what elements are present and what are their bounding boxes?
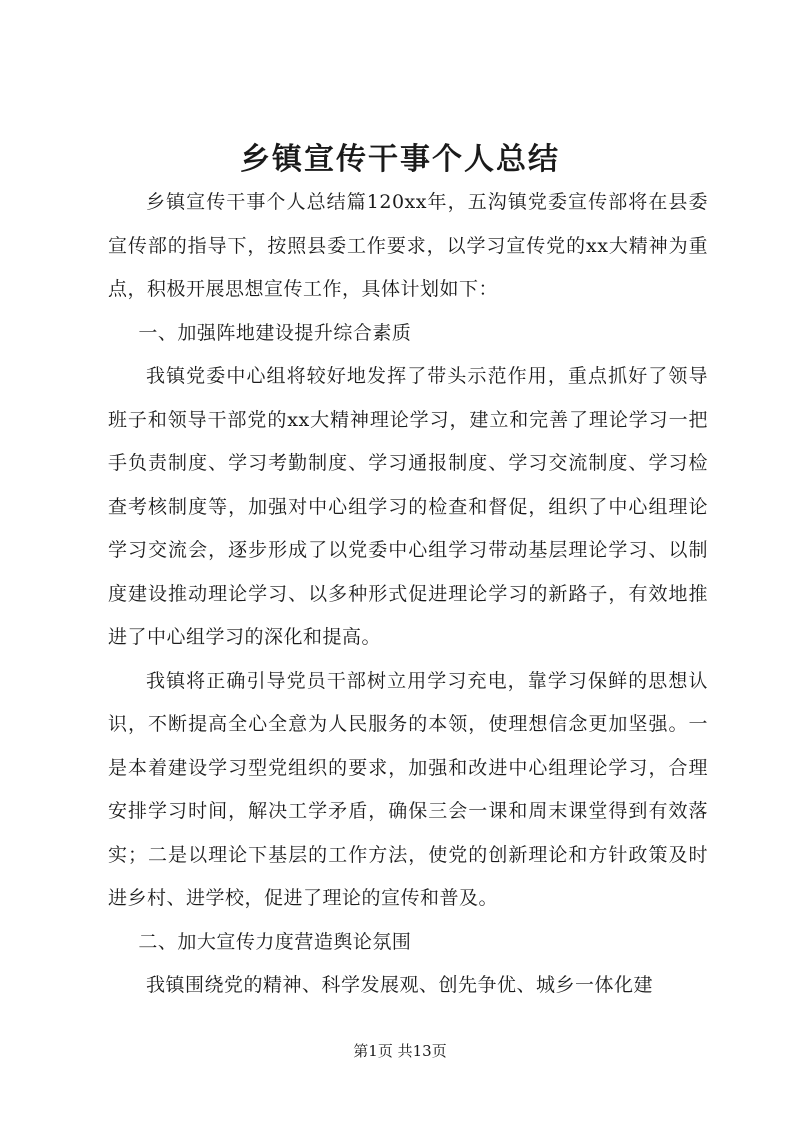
document-body [108, 181, 708, 1008]
intro-paragraph: 乡镇宣传干事个人总结篇120xx年，五沟镇党委宣传部将在县委宣传部的指导下，按照县委工作要求，以学习宣传党的xx大精神为重点，积极开展思想宣传工作，具体计划如下： [108, 191, 708, 300]
document-title: 乡镇宣传干事个人总结 [240, 142, 560, 177]
section-2-paragraph-1: 我镇围绕党的精神、科学发展观、创先争优、城乡一体化建 [146, 974, 654, 996]
section-1-paragraph-1: 我镇党委中心组将较好地发挥了带头示范作用，重点抓好了领导班子和领导干部党的xx大精神理论学习，建立和完善了理论学习一把手负责制度、学习考勤制度、学习通报制度、学习交流制度、学习检查考核制度等，加强对中心组学习的检查和督促，组织了中心组理论学习交流会，逐步形成了以党委中心组学习带动基层理论学习、以制度建设推动理论学习、以多种形式促进理论学习的新路子，有效地推进了中心组学习的深化和提高。 [108, 365, 708, 648]
section-heading-2: 二、加大宣传力度营造舆论氛围 [138, 930, 412, 953]
section-1-paragraph-2: 我镇将正确引导党员干部树立用学习充电，靠学习保鲜的思想认识，不断提高全心全意为人民服务的本领，使理想信念更加坚强。一是本着建设学习型党组织的要求，加强和改进中心组理论学习，合理安排学习时间，解决工学矛盾，确保三会一课和周末课堂得到有效落实；二是以理论下基层的工作方法，使党的创新理论和方针政策及时进乡村、进学校，促进了理论的宣传和普及。 [108, 669, 708, 909]
section-heading-1: 一、加强阵地建设提升综合素质 [138, 321, 412, 344]
page-number-footer: 第1页 共13页 [353, 1042, 447, 1060]
